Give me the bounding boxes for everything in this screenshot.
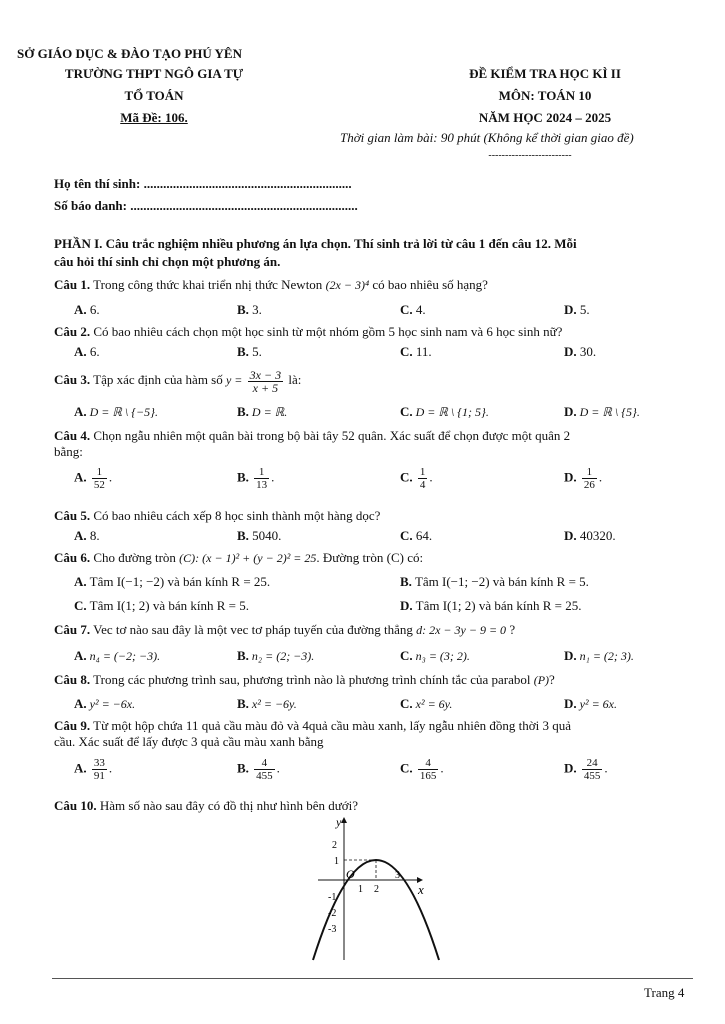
question-4: Câu 4. Chọn ngẫu nhiên một quân bài trong bộ bài tây 52 quân. Xác suất để chọn được một quân 2 bằng: — [54, 428, 571, 459]
q7-option-d[interactable]: D. n₁ = (2; 3). — [564, 648, 634, 663]
q9-option-d[interactable]: D. $\frac{24}{455}$ . — [564, 757, 608, 782]
question-3: Câu 3. Tập xác định của hàm số y = $\frac{3x - 3}{x + 5}$ là: — [54, 367, 302, 395]
question-6: Câu 6. Cho đường tròn (C): (x − 1)² + (y − 2)² = 25. Đường tròn (C) có: — [54, 550, 424, 565]
y-tick-m2: -2 — [328, 908, 337, 919]
q6-option-a[interactable]: A. Tâm I(−1; −2) và bán kính R = 25. — [74, 574, 271, 589]
q6-option-d[interactable]: D. Tâm I(1; 2) và bán kính R = 25. — [400, 598, 582, 613]
q2-option-d[interactable]: D. 30. — [564, 344, 597, 359]
page-number: Trang 4 — [644, 985, 685, 1000]
q5-option-b[interactable]: B. 5040. — [237, 528, 282, 543]
subject: MÔN: TOÁN 10 — [498, 88, 592, 103]
origin-label: O — [346, 867, 355, 881]
q9-option-b[interactable]: B. $\frac{4}{455}$ . — [237, 757, 280, 782]
y-tick-2: 2 — [332, 840, 337, 851]
q4-option-d[interactable]: D. $\frac{1}{26}$ . — [564, 466, 603, 491]
q1-option-a[interactable]: A. 6. — [74, 302, 100, 317]
y-tick-m3: -3 — [328, 924, 337, 935]
student-name-field[interactable]: Họ tên thí sinh: ................................................................ — [54, 176, 352, 191]
q5-option-d[interactable]: D. 40320. — [564, 528, 616, 543]
q1-option-b[interactable]: B. 3. — [237, 302, 262, 317]
exam-title: ĐỀ KIỂM TRA HỌC KÌ II — [469, 66, 621, 81]
q7-option-b[interactable]: B. n₂ = (2; −3). — [237, 648, 315, 663]
q4-option-c[interactable]: C. $\frac{1}{4}$ . — [400, 466, 433, 491]
q5-option-c[interactable]: C. 64. — [400, 528, 433, 543]
question-2: Câu 2. Có bao nhiêu cách chọn một học sinh từ một nhóm gồm 5 học sinh nam và 6 học sinh nữ? — [54, 324, 563, 339]
q8-option-b[interactable]: B. x² = −6y. — [237, 696, 297, 711]
y-tick-1: 1 — [334, 856, 339, 867]
question-1: Câu 1. Trong công thức khai triển nhị thức Newton (2x − 3)⁴ có bao nhiêu số hạng? — [54, 277, 488, 292]
time-allowed: Thời gian làm bài: 90 phút (Không kể thời gian giao đề) — [340, 130, 634, 145]
question-9: Câu 9. Từ một hộp chứa 11 quả cầu màu đỏ và 4quả cầu màu xanh, lấy ngẫu nhiên đồng thời 3 quả cầu. Xác suất để lấy được 3 quả cầu màu xanh bằng — [54, 718, 572, 749]
x-tick-2: 2 — [374, 884, 379, 895]
question-5: Câu 5. Có bao nhiêu cách xếp 8 học sinh thành một hàng dọc? — [54, 508, 381, 523]
school-year: NĂM HỌC 2024 – 2025 — [478, 110, 612, 125]
q8-option-c[interactable]: C. x² = 6y. — [400, 696, 453, 711]
question-7: Câu 7. Vec tơ nào sau đây là một vec tơ pháp tuyến của đường thẳng d: 2x − 3y − 9 = 0 ? — [54, 622, 516, 637]
part1-title-2: câu hỏi thí sinh chỉ chọn một phương án. — [54, 254, 281, 269]
q8-option-d[interactable]: D. y² = 6x. — [564, 696, 617, 711]
function-graph — [300, 812, 440, 962]
student-id-field[interactable]: Số báo danh: ...................................................................... — [54, 198, 358, 213]
q4-option-a[interactable]: A. $\frac{1}{52}$ . — [74, 466, 113, 491]
q2-option-c[interactable]: C. 11. — [400, 344, 432, 359]
department-name: SỞ GIÁO DỤC & ĐÀO TẠO PHÚ YÊN — [17, 46, 242, 61]
q3-option-d[interactable]: D. D = ℝ \ {5}. — [564, 404, 640, 419]
q2-option-b[interactable]: B. 5. — [237, 344, 262, 359]
q5-option-a[interactable]: A. 8. — [74, 528, 100, 543]
question-8: Câu 8. Trong các phương trình sau, phương trình nào là phương trình chính tắc của parabol (P)? — [54, 672, 555, 687]
q9-option-c[interactable]: C. $\frac{4}{165}$ . — [400, 757, 444, 782]
group-name: TỔ TOÁN — [124, 88, 184, 103]
x-tick-1: 1 — [358, 884, 363, 895]
q1-option-d[interactable]: D. 5. — [564, 302, 590, 317]
part1-title: PHẦN I. Câu trắc nghiệm nhiều phương án lựa chọn. Thí sinh trả lời từ câu 1 đến câu 12. Mỗi — [54, 236, 577, 251]
q8-option-a[interactable]: A. y² = −6x. — [74, 696, 136, 711]
q7-option-a[interactable]: A. n₄ = (−2; −3). — [74, 648, 161, 663]
q3-option-a[interactable]: A. D = ℝ \ {−5}. — [74, 404, 158, 419]
q9-option-a[interactable]: A. $\frac{33}{91}$ . — [74, 757, 113, 782]
q7-option-c[interactable]: C. n₃ = (3; 2). — [400, 648, 470, 663]
q6-option-b[interactable]: B. Tâm I(−1; −2) và bán kính R = 5. — [400, 574, 589, 589]
q1-option-c[interactable]: C. 4. — [400, 302, 426, 317]
question-10: Câu 10. Hàm số nào sau đây có đồ thị như hình bên dưới? — [54, 798, 359, 813]
q6-option-c[interactable]: C. Tâm I(1; 2) và bán kính R = 5. — [74, 598, 249, 613]
x-tick-3: 3 — [395, 870, 400, 881]
q4-option-b[interactable]: B. $\frac{1}{13}$ . — [237, 466, 275, 491]
exam-code: Mã Đề: 106. — [120, 110, 188, 125]
school-name: TRƯỜNG THPT NGÔ GIA TỰ — [64, 66, 244, 81]
y-axis-label: y — [336, 815, 342, 829]
q2-option-a[interactable]: A. 6. — [74, 344, 100, 359]
q3-option-c[interactable]: C. D = ℝ \ {1; 5}. — [400, 404, 489, 419]
header-divider: ------------------------- — [488, 150, 572, 161]
q3-option-b[interactable]: B. D = ℝ. — [237, 404, 288, 419]
x-axis-label: x — [418, 882, 424, 897]
y-tick-m1: -1 — [328, 892, 337, 903]
footer-divider — [52, 978, 693, 979]
